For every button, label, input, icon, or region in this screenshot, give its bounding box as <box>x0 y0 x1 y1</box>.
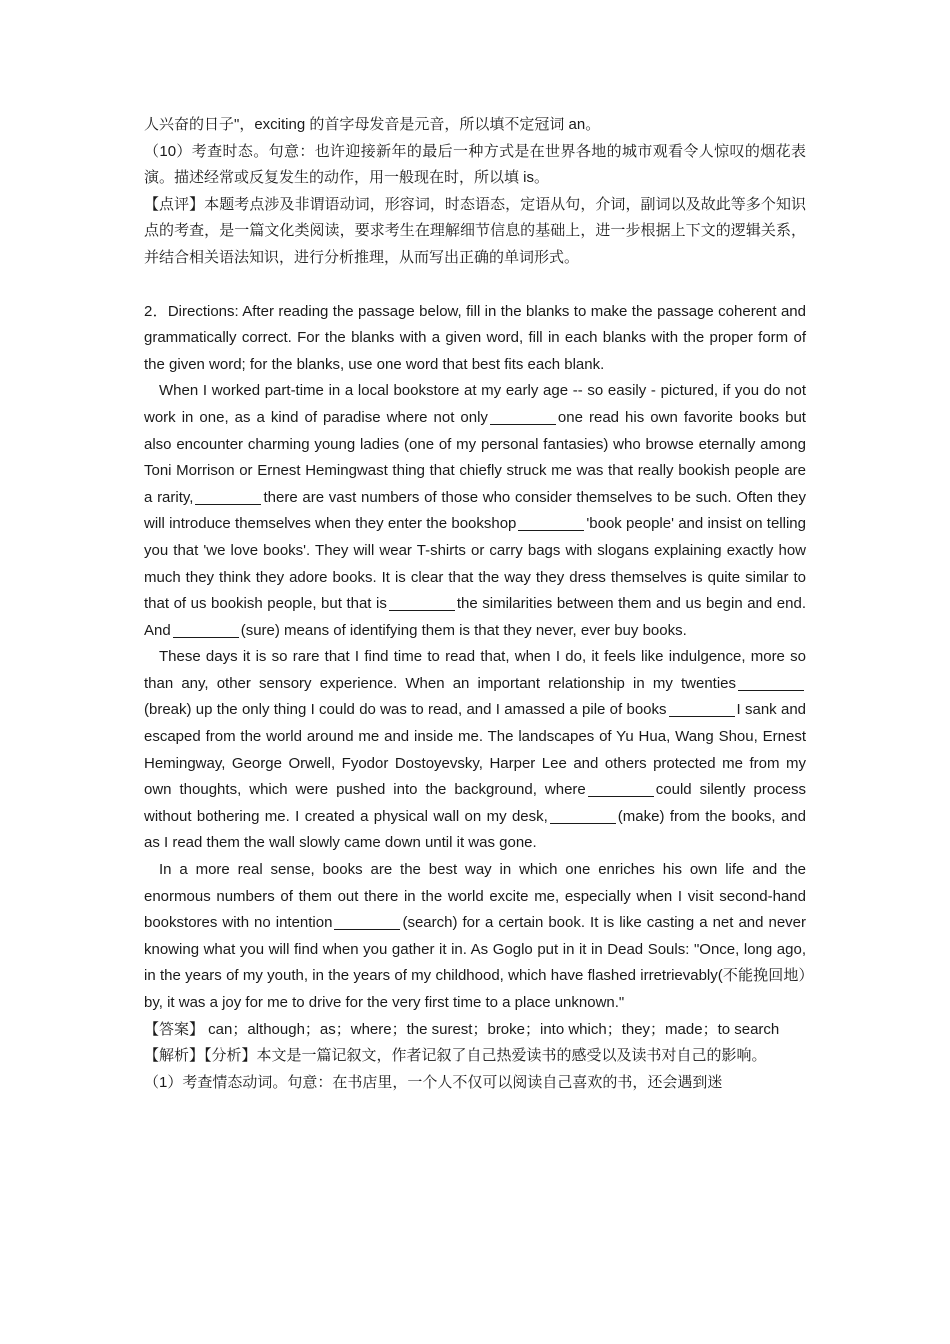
p1-text-2: one read his own favorite books but also encounter charming young ladies (one of my personal fantasies) who browse eternally among Toni Morrison or Ernest Hemingwast thing that chiefly struck me was that really bookish people are a rarity, <box>144 408 806 506</box>
analysis-item-1: （1）考查情态动词。句意：在书店里，一个人不仅可以阅读自己喜欢的书，还会遇到迷 <box>144 1073 723 1091</box>
blank-2[interactable] <box>195 488 261 505</box>
p3-text-2: (search) for a certain book. It is like casting a net and never knowing what you will find when you gather it in. As Goglo put in it in Dead Souls: "Once, long ago, in the years of my youth, in the years of my childhood, which have flashed irretrievably(不能挽回地）by, it was a joy for me to drive for the very first time to a place unknown." <box>144 914 806 1011</box>
blank-8[interactable] <box>588 780 654 797</box>
prev-review: 【点评】本题考点涉及非谓语动词，形容词，时态语态，定语从句，介词，副词以及故此等多个知识点的考查，是一篇文化类阅读，要求考生在理解细节信息的基础上，进一步根据上下文的逻辑关系，并结合相关语法知识，进行分析推理，从而写出正确的单词形式。 <box>144 195 806 266</box>
q2-directions: 2．Directions: After reading the passage below, fill in the blanks to make the passage coherent and grammatically correct. For the blanks with a given word, fill in each blanks with the proper form of the given word; for the blanks, use one word that best fits each blank. <box>144 302 806 373</box>
p3-text-1: In a more real sense, books are the best way in which one enriches his own life and the enormous numbers of them out there in the world excite me, especially when I visit second-hand bookstores with no intention <box>144 861 806 932</box>
p1-text-1: When I worked part-time in a local bookstore at my early age -- so easily - pictured, if you do not work in one, as a kind of paradise where not only <box>144 382 806 426</box>
p1-text-4: 'book people' and insist on telling you that 'we love books'. They will wear T-shirts or carry bags with slogans explaining exactly how much they think they adore books. It is clear that the way they dress themselves is quite similar to that of us bookish people, but that is <box>144 515 806 613</box>
q2-paragraph-3 <box>144 857 806 1017</box>
p1-text-5: the similarities between them and us begin and end. And <box>144 595 806 639</box>
prev-item-10: （10）考查时态。句意：也许迎接新年的最后一种方式是在世界各地的城市观看令人惊叹的烟花表演。描述经常或反复发生的动作，用一般现在时，所以填 is。 <box>144 142 806 187</box>
blank-4[interactable] <box>389 594 455 611</box>
q2-paragraph-1 <box>144 378 806 644</box>
blank-10[interactable] <box>334 913 400 930</box>
blank-3[interactable] <box>518 514 584 531</box>
p2-text-3: I sank and escaped from the world around me and inside me. The landscapes of Yu Hua, Wang Shou, Ernest Hemingway, George Orwell, Fyodor Dostoyevsky, Harper Lee and others protected me from my own thoughts, which were pushed into the background, where <box>144 701 807 799</box>
p1-text-3: there are vast numbers of those who consider themselves to be such. Often they will introduce themselves when they enter the bookshop <box>144 488 806 533</box>
section-gap <box>144 272 806 299</box>
blank-6[interactable] <box>738 674 804 691</box>
prev-line-1: 人兴奋的日子"，exciting 的首字母发音是元音，所以填不定冠词 an。 <box>144 116 601 133</box>
p2-text-4: could silently process without bothering me. I created a physical wall on my desk, <box>144 781 806 825</box>
p2-text-1: These days it is so rare that I find time to read that, when I do, it feels like indulgence, more so than any, other sensory experience. When an important relationship in my twenties <box>144 648 806 692</box>
q2-paragraph-2 <box>144 644 806 857</box>
analysis-line: 【解析】【分析】本文是一篇记叙文，作者记叙了自己热爱读书的感受以及读书对自己的影响。 <box>144 1047 767 1065</box>
blank-1[interactable] <box>490 408 556 425</box>
document-page <box>144 112 806 1096</box>
p2-text-2: (break) up the only thing I could do was to read, and I amassed a pile of books <box>144 701 667 719</box>
answer-line: 【答案】 can；although；as；where；the surest；broke；into which；they；made；to search <box>144 1020 780 1038</box>
blank-9[interactable] <box>550 807 616 824</box>
p2-text-5: (make) from the books, and as I read them the wall slowly came down until it was gone. <box>144 807 806 852</box>
p1-text-6: (sure) means of identifying them is that they never, ever buy books. <box>240 621 687 639</box>
blank-5[interactable] <box>173 621 239 638</box>
blank-7[interactable] <box>669 700 735 717</box>
